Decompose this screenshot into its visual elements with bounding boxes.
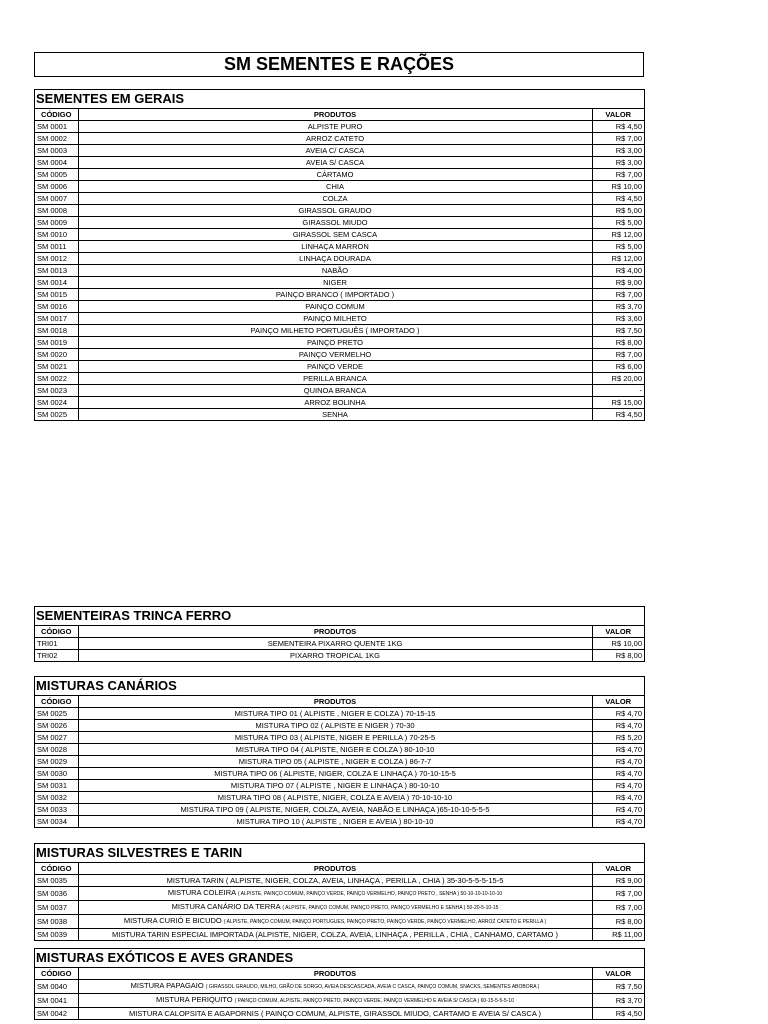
- product-name: MISTURA TIPO 08 ( ALPISTE, NIGER, COLZA E AVEIA ) 70-10-10-10: [217, 793, 453, 802]
- product-name: MISTURA TIPO 03 ( ALPISTE, NIGER E PERILLA ) 70-25-5: [234, 733, 436, 742]
- product-name-cell: [78, 373, 592, 385]
- product-price: R$ 4,50: [592, 193, 644, 205]
- table-row: [35, 1008, 644, 1020]
- product-name-cell: [78, 397, 592, 409]
- product-name-cell: [78, 301, 592, 313]
- table-row: [35, 901, 644, 915]
- product-name-cell: [78, 887, 592, 901]
- product-price: R$ 11,00: [592, 929, 644, 941]
- product-name-cell: [78, 901, 592, 915]
- product-price: R$ 3,00: [592, 145, 644, 157]
- product-detail: ( ALPISTE, PAINÇO COMUM, PAINÇO PORTUGUES, PAINÇO PRETO, PAINÇO VERDE, PAINÇO VERMELHO, ARROZ CATETO E PERILLA ): [223, 919, 547, 925]
- product-price: R$ 4,50: [592, 409, 644, 421]
- product-price: R$ 3,70: [592, 301, 644, 313]
- product-name: PAINÇO MILHETO PORTUGUÊS ( IMPORTADO ): [250, 326, 420, 335]
- product-price: R$ 4,70: [592, 708, 644, 720]
- product-name: MISTURA TIPO 07 ( ALPISTE , NIGER E LINHAÇA ) 80-10-10: [230, 781, 440, 790]
- product-code: SM 0035: [35, 875, 78, 887]
- column-header-code: CÓDIGO: [35, 109, 78, 121]
- product-name: MISTURA CALOPSITA E AGAPORNIS ( PAINÇO COMUM, ALPISTE, GIRASSOL MIUDO, CARTAMO E AVEIA S/ CASCA ): [128, 1009, 542, 1018]
- product-code: SM 0026: [35, 720, 78, 732]
- product-code: SM 0009: [35, 217, 78, 229]
- product-code: SM 0033: [35, 804, 78, 816]
- product-name: AVEIA S/ CASCA: [305, 158, 365, 167]
- product-name: COLZA: [322, 194, 348, 203]
- product-name-cell: [78, 768, 592, 780]
- table-header-row: [35, 968, 644, 980]
- product-code: SM 0013: [35, 265, 78, 277]
- product-name: MISTURA TIPO 01 ( ALPISTE , NIGER E COLZA ) 70-15-15: [234, 709, 436, 718]
- product-price: R$ 4,70: [592, 816, 644, 828]
- product-price: R$ 15,00: [592, 397, 644, 409]
- product-name-cell: [78, 804, 592, 816]
- products-table: [35, 696, 644, 827]
- product-name-cell: [78, 385, 592, 397]
- table-row: [35, 385, 644, 397]
- product-code: SM 0041: [35, 994, 78, 1008]
- product-price: R$ 20,00: [592, 373, 644, 385]
- product-detail: ( ALPISTE, PAINÇO COMUM, PAINÇO PRETO, PAINÇO VERMELHO E SENHA ) 50-20-5-10-15: [282, 905, 499, 911]
- product-name-cell: [78, 409, 592, 421]
- product-name-cell: [78, 253, 592, 265]
- product-name: ARROZ CATETO: [305, 134, 365, 143]
- section-title: MISTURAS SILVESTRES E TARIN: [35, 844, 644, 863]
- product-code: SM 0021: [35, 361, 78, 373]
- product-code: SM 0024: [35, 397, 78, 409]
- table-row: [35, 229, 644, 241]
- table-row: [35, 193, 644, 205]
- table-row: [35, 361, 644, 373]
- product-name-cell: [78, 756, 592, 768]
- product-name-cell: [78, 205, 592, 217]
- product-name-cell: [78, 157, 592, 169]
- product-name: MISTURA PAPAGAIO: [130, 981, 204, 990]
- product-code: SM 0042: [35, 1008, 78, 1020]
- table-row: [35, 915, 644, 929]
- product-code: SM 0040: [35, 980, 78, 994]
- product-name: PAINÇO COMUM: [305, 302, 365, 311]
- product-name: ARROZ BOLINHA: [304, 398, 366, 407]
- product-name: MISTURA PERIQUITO: [156, 995, 233, 1004]
- product-name: MISTURA TIPO 02 ( ALPISTE E NIGER ) 70-30: [255, 721, 415, 730]
- product-name: MISTURA CANÁRIO DA TERRA: [171, 902, 281, 911]
- product-price: R$ 9,00: [592, 277, 644, 289]
- product-name: MISTURA TIPO 06 ( ALPISTE, NIGER, COLZA E LINHAÇA ) 70-10-15-5: [214, 769, 456, 778]
- product-name: LINHAÇA MARRON: [301, 242, 369, 251]
- product-name: SEMENTEIRA PIXARRO QUENTE 1KG: [267, 639, 403, 648]
- product-price: R$ 10,00: [592, 638, 644, 650]
- table-row: [35, 887, 644, 901]
- product-detail: ( ALPISTE, PAINÇO COMUM, PAINÇO VERDE, PAINÇO VERMELHO, PAINÇO PRETO , SENHA ) 50-10-10-10-10-10: [237, 891, 503, 897]
- product-code: SM 0022: [35, 373, 78, 385]
- table-row: [35, 994, 644, 1008]
- table-row: [35, 169, 644, 181]
- product-name-cell: [78, 229, 592, 241]
- product-code: SM 0010: [35, 229, 78, 241]
- table-row: [35, 980, 644, 994]
- product-name: PIXARRO TROPICAL 1KG: [289, 651, 381, 660]
- product-code: SM 0014: [35, 277, 78, 289]
- table-row: [35, 720, 644, 732]
- section-misturas-canarios: [34, 676, 645, 828]
- product-name: CHIA: [326, 182, 344, 191]
- column-header-product: PRODUTOS: [78, 109, 592, 121]
- section-misturas-exoticos-e-aves-grandes: [34, 948, 645, 1020]
- product-code: SM 0007: [35, 193, 78, 205]
- product-name: PAINÇO BRANCO ( IMPORTADO ): [275, 290, 395, 299]
- table-row: [35, 121, 644, 133]
- section-sementes-em-gerais: [34, 89, 645, 421]
- column-header-code: CÓDIGO: [35, 626, 78, 638]
- product-code: SM 0006: [35, 181, 78, 193]
- product-code: SM 0027: [35, 732, 78, 744]
- product-price: R$ 4,70: [592, 804, 644, 816]
- product-code: SM 0025: [35, 708, 78, 720]
- product-code: SM 0018: [35, 325, 78, 337]
- product-price: R$ 5,00: [592, 205, 644, 217]
- table-row: [35, 145, 644, 157]
- product-code: SM 0039: [35, 929, 78, 941]
- product-name-cell: [78, 875, 592, 887]
- product-name-cell: [78, 217, 592, 229]
- table-row: [35, 780, 644, 792]
- table-header-row: [35, 626, 644, 638]
- product-name-cell: [78, 792, 592, 804]
- column-header-product: PRODUTOS: [78, 968, 592, 980]
- product-name-cell: [78, 265, 592, 277]
- product-name-cell: [78, 193, 592, 205]
- table-row: [35, 373, 644, 385]
- product-name-cell: [78, 816, 592, 828]
- product-name-cell: [78, 133, 592, 145]
- product-price: R$ 4,50: [592, 1008, 644, 1020]
- table-row: [35, 929, 644, 941]
- table-row: [35, 732, 644, 744]
- product-name-cell: [78, 169, 592, 181]
- product-code: SM 0005: [35, 169, 78, 181]
- product-name: NIGER: [323, 278, 347, 287]
- product-name-cell: [78, 980, 592, 994]
- product-name-cell: [78, 121, 592, 133]
- product-name: CÁRTAMO: [316, 170, 354, 179]
- section-title: SEMENTES EM GERAIS: [35, 90, 644, 109]
- table-row: [35, 265, 644, 277]
- product-price: R$ 3,00: [592, 157, 644, 169]
- product-code: SM 0004: [35, 157, 78, 169]
- column-header-product: PRODUTOS: [78, 626, 592, 638]
- table-row: [35, 708, 644, 720]
- table-row: [35, 349, 644, 361]
- product-name-cell: [78, 241, 592, 253]
- table-row: [35, 638, 644, 650]
- product-price: R$ 4,70: [592, 756, 644, 768]
- product-price: R$ 7,00: [592, 901, 644, 915]
- product-code: SM 0002: [35, 133, 78, 145]
- product-name: MISTURA TARIN ( ALPISTE, NIGER, COLZA, AVEIA, LINHAÇA , PERILLA , CHIA ) 35-30-5-5-5-15-5: [166, 876, 504, 885]
- product-name-cell: [78, 361, 592, 373]
- column-header-product: PRODUTOS: [78, 863, 592, 875]
- section-title: MISTURAS EXÓTICOS E AVES GRANDES: [35, 949, 644, 968]
- section-title: MISTURAS CANÁRIOS: [35, 677, 644, 696]
- table-row: [35, 289, 644, 301]
- product-price: R$ 8,00: [592, 650, 644, 662]
- product-code: SM 0028: [35, 744, 78, 756]
- product-name: PERILLA BRANCA: [303, 374, 367, 383]
- product-name: QUINOA BRANCA: [303, 386, 367, 395]
- product-name-cell: [78, 349, 592, 361]
- column-header-code: CÓDIGO: [35, 968, 78, 980]
- products-table: [35, 109, 644, 420]
- products-table: [35, 863, 644, 940]
- table-row: [35, 313, 644, 325]
- product-name: GIRASSOL GRAUDO: [298, 206, 372, 215]
- table-header-row: [35, 863, 644, 875]
- table-row: [35, 217, 644, 229]
- product-price: R$ 4,70: [592, 792, 644, 804]
- product-price: R$ 12,00: [592, 253, 644, 265]
- product-code: SM 0003: [35, 145, 78, 157]
- product-name-cell: [78, 289, 592, 301]
- product-code: SM 0031: [35, 780, 78, 792]
- product-name-cell: [78, 780, 592, 792]
- product-price: R$ 7,00: [592, 133, 644, 145]
- product-name: ALPISTE PURO: [307, 122, 363, 131]
- table-row: [35, 133, 644, 145]
- product-code: SM 0036: [35, 887, 78, 901]
- product-price: R$ 8,00: [592, 337, 644, 349]
- product-price: R$ 4,50: [592, 121, 644, 133]
- table-row: [35, 768, 644, 780]
- product-price: R$ 12,00: [592, 229, 644, 241]
- products-table: [35, 626, 644, 661]
- product-price: R$ 8,00: [592, 915, 644, 929]
- product-name: MISTURA TARIN ESPECIAL IMPORTADA (ALPISTE, NIGER, COLZA, AVEIA, LINHAÇA , PERILLA , CHIA , CANHAMO, CARTAMO ): [112, 930, 558, 939]
- product-price: R$ 7,50: [592, 325, 644, 337]
- product-price: R$ 4,00: [592, 265, 644, 277]
- product-code: SM 0017: [35, 313, 78, 325]
- product-name-cell: [78, 337, 592, 349]
- product-price: R$ 7,50: [592, 980, 644, 994]
- product-price: -: [592, 385, 644, 397]
- product-code: SM 0008: [35, 205, 78, 217]
- product-name: MISTURA TIPO 10 ( ALPISTE , NIGER E AVEIA ) 80-10-10: [236, 817, 434, 826]
- column-header-product: PRODUTOS: [78, 696, 592, 708]
- product-code: SM 0029: [35, 756, 78, 768]
- table-row: [35, 804, 644, 816]
- product-price: R$ 9,00: [592, 875, 644, 887]
- product-name-cell: [78, 325, 592, 337]
- product-name-cell: [78, 181, 592, 193]
- product-name: PAINÇO VERMELHO: [298, 350, 372, 359]
- column-header-value: VALOR: [592, 626, 644, 638]
- table-row: [35, 241, 644, 253]
- product-price: R$ 4,70: [592, 768, 644, 780]
- product-name-cell: [78, 1008, 592, 1020]
- product-code: TRI01: [35, 638, 78, 650]
- column-header-value: VALOR: [592, 109, 644, 121]
- products-table: [35, 968, 644, 1019]
- table-row: [35, 325, 644, 337]
- product-detail: ( GIRASSOL GRAUDO, MILHO, GRÃO DE SORGO, AVEIA DESCASCADA, AVEIA C CASCA, PAINÇO COMUM, SNACKS, SEMENTES ABOBORA ): [205, 984, 540, 990]
- product-price: R$ 4,70: [592, 720, 644, 732]
- product-name-cell: [78, 915, 592, 929]
- product-code: SM 0012: [35, 253, 78, 265]
- product-price: R$ 7,00: [592, 887, 644, 901]
- product-code: SM 0020: [35, 349, 78, 361]
- product-code: SM 0023: [35, 385, 78, 397]
- product-price: R$ 6,00: [592, 361, 644, 373]
- product-price: R$ 5,00: [592, 241, 644, 253]
- product-name: LINHAÇA DOURADA: [299, 254, 371, 263]
- table-row: [35, 253, 644, 265]
- section-sementeiras-trinca-ferro: [34, 606, 645, 662]
- product-code: SM 0030: [35, 768, 78, 780]
- product-price: R$ 7,00: [592, 169, 644, 181]
- product-name: MISTURA TIPO 04 ( ALPISTE, NIGER E COLZA ) 80-10-10: [235, 745, 435, 754]
- table-row: [35, 409, 644, 421]
- section-title: SEMENTEIRAS TRINCA FERRO: [35, 607, 644, 626]
- column-header-value: VALOR: [592, 863, 644, 875]
- product-name-cell: [78, 744, 592, 756]
- product-name: MISTURA TIPO 09 ( ALPISTE, NIGER, COLZA, AVEIA, NABÃO E LINHAÇA )65-10-10-5-5-5: [180, 805, 490, 814]
- product-price: R$ 4,70: [592, 744, 644, 756]
- product-price: R$ 3,60: [592, 313, 644, 325]
- table-header-row: [35, 696, 644, 708]
- product-price: R$ 7,00: [592, 289, 644, 301]
- column-header-code: CÓDIGO: [35, 863, 78, 875]
- table-row: [35, 337, 644, 349]
- table-row: [35, 157, 644, 169]
- product-price: R$ 7,00: [592, 349, 644, 361]
- table-row: [35, 744, 644, 756]
- product-name: PAINÇO MILHETO: [303, 314, 367, 323]
- product-code: SM 0019: [35, 337, 78, 349]
- product-name: MISTURA COLEIRA: [167, 888, 236, 897]
- product-code: SM 0025: [35, 409, 78, 421]
- product-name-cell: [78, 145, 592, 157]
- product-name-cell: [78, 313, 592, 325]
- product-name: MISTURA TIPO 05 ( ALPISTE , NIGER E COLZA ) 86-7-7: [238, 757, 432, 766]
- product-name: SENHA: [322, 410, 348, 419]
- product-price: R$ 3,70: [592, 994, 644, 1008]
- product-price: R$ 4,70: [592, 780, 644, 792]
- product-name: PAINÇO PRETO: [307, 338, 363, 347]
- product-detail: ( PAINÇO COMUM, ALPISTE, PAINÇO PRETO, PAINÇO VERDE, PAINÇO VERMELHO E AVEIA S/ CASCA ) 60-15-5-5-5-10: [234, 998, 514, 1004]
- product-code: TRI02: [35, 650, 78, 662]
- table-header-row: [35, 109, 644, 121]
- section-misturas-silvestres-e-tarin: [34, 843, 645, 941]
- product-name: AVEIA C/ CASCA: [305, 146, 365, 155]
- product-code: SM 0032: [35, 792, 78, 804]
- table-row: [35, 301, 644, 313]
- product-name: GIRASSOL SEM CASCA: [292, 230, 378, 239]
- product-code: SM 0011: [35, 241, 78, 253]
- table-row: [35, 205, 644, 217]
- product-name-cell: [78, 708, 592, 720]
- table-row: [35, 756, 644, 768]
- product-code: SM 0037: [35, 901, 78, 915]
- product-name: MISTURA CURIÓ E BICUDO: [123, 916, 222, 925]
- product-name: NABÃO: [321, 266, 349, 275]
- page-title: SM SEMENTES E RAÇÕES: [34, 52, 644, 77]
- table-row: [35, 792, 644, 804]
- table-row: [35, 397, 644, 409]
- product-name: GIRASSOL MIUDO: [302, 218, 368, 227]
- product-name-cell: [78, 650, 592, 662]
- table-row: [35, 181, 644, 193]
- product-code: SM 0001: [35, 121, 78, 133]
- table-row: [35, 875, 644, 887]
- column-header-value: VALOR: [592, 696, 644, 708]
- product-code: SM 0038: [35, 915, 78, 929]
- table-row: [35, 277, 644, 289]
- product-code: SM 0034: [35, 816, 78, 828]
- product-code: SM 0015: [35, 289, 78, 301]
- product-name-cell: [78, 277, 592, 289]
- product-name-cell: [78, 638, 592, 650]
- product-name-cell: [78, 994, 592, 1008]
- product-code: SM 0016: [35, 301, 78, 313]
- product-price: R$ 5,00: [592, 217, 644, 229]
- product-name-cell: [78, 929, 592, 941]
- product-name: PAINÇO VERDE: [306, 362, 364, 371]
- column-header-code: CÓDIGO: [35, 696, 78, 708]
- table-row: [35, 816, 644, 828]
- column-header-value: VALOR: [592, 968, 644, 980]
- product-name-cell: [78, 732, 592, 744]
- product-price: R$ 5,20: [592, 732, 644, 744]
- product-name-cell: [78, 720, 592, 732]
- table-row: [35, 650, 644, 662]
- product-price: R$ 10,00: [592, 181, 644, 193]
